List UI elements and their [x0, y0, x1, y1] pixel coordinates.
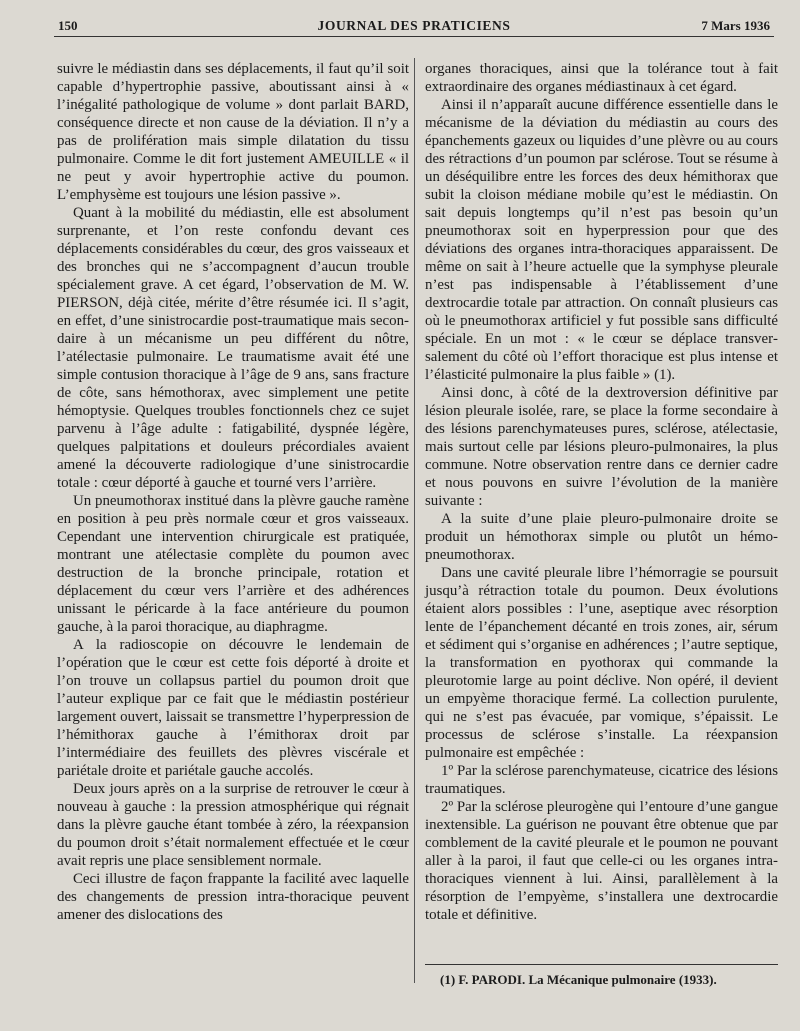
- journal-title: JOURNAL DES PRATICIENS: [317, 18, 511, 33]
- paragraph: A la suite d’une plaie pleuro-pulmonaire droite se produit un hémothorax simple ou plutôt un hémo-pneumothorax.: [425, 511, 778, 563]
- paragraph: Un pneumothorax institué dans la plèvre gauche ramène en position à peu près normale cœur et gros vaisseaux. Cependant une intervention chirurgicale est pratiquée, montrant une atélectasie complète du poumon avec destruction de la bronche principale, rotation et déplacement du cœur vers l’arrière et des adhérences unissant le péricarde à la face antérieure du poumon gauche, à la paroi thoracique, au diaphragme.: [57, 493, 409, 635]
- issue-date: 7 Mars 1936: [701, 18, 770, 33]
- page-header: [58, 14, 770, 38]
- paragraph: Ceci illustre de façon frappante la facilité avec laquelle des changements de pression intra-thoracique peuvent amener des dislocations des: [57, 871, 409, 923]
- paragraph: A la radioscopie on découvre le lendemain de l’opération que le cœur est cette fois déporté à droite et l’on trouve un collapsus partiel du poumon droit que l’auteur explique par ce fait que le médiastin postérieur largement ouvert, laissait se transmettre l’hyperpression de l’hémithorax gauche à l’émithorax droit par l’intermédiaire des feuillets des plèvres viscérale et pariétale droite et pariétale gauche accolés.: [57, 637, 409, 779]
- paragraph: 2º Par la sclérose pleurogène qui l’entoure d’une gangue inextensible. La guérison ne pouvant être obtenue que par comblement de la cavité pleurale et le poumon ne pouvant aller à la paroi, il faut que celle-ci ou les organes intra-thoraciques viennent à lui. Ainsi, parallèlement à la résorption de l’empyème, s’installera une dextrocardie totale et définitive.: [425, 799, 778, 923]
- page-number: 150: [58, 18, 78, 33]
- column-separator: [414, 58, 415, 983]
- paragraph: Dans une cavité pleurale libre l’hémorragie se poursuit jusqu’à rétraction totale du poumon. Deux évolutions étaient alors possibles : l’une, aseptique avec résorption lente de l’épanchement décanté en trois zones, air, sérum et sédiment qui s’organise en adhérences ; l’autre septique, la transformation en pyothorax qui commande la pleurotomie large au point déclive. Non opéré, il devient un empyème thoracique fermé. La collection purulente, qui ne s’est pas évacuée, par vomique, s’épaissit. Le processus de sclérose s’installe. La réexpansion pulmonaire est empêchée :: [425, 565, 778, 761]
- left-column: [57, 60, 409, 924]
- footnote-rule: [425, 964, 778, 965]
- paragraph: organes thoraciques, ainsi que la tolérance tout à fait extraordinaire des organes médiastinaux à cet égard.: [425, 61, 778, 95]
- paragraph: Ainsi donc, à côté de la dextroversion définitive par lésion pleurale isolée, rare, se place la forme secondaire à des lésions parenchymateuses pures, sclérose, atélectasie, mais surtout celle par lésions pleuro-pulmonaires, la plus commune. Notre observation rentre dans ce dernier cadre et nous pouvons en suivre l’évolution de la manière suivante :: [425, 385, 778, 509]
- paragraph: 1º Par la sclérose parenchymateuse, cicatrice des lésions traumatiques.: [425, 763, 778, 797]
- paragraph: suivre le médiastin dans ses déplacements, il faut qu’il soit capable d’hypertrophie passive, aboutissant ainsi à « l’inégalité pathologique de volume » dont parlait BARD, conséquence directe et non cause de la déviation. Il n’y a pas de prolifération mais simple dilatation du tissu pulmonaire. Comme le dit fort justement AMEUILLE « il ne peut y avoir hypertrophie active du poumon. L’emphysème est toujours une lésion passive ».: [57, 61, 409, 203]
- paragraph: Quant à la mobilité du médiastin, elle est absolument surprenante, et l’on reste confondu devant ces déplacements considérables du cœur, des gros vaisseaux et des bronches qui ne s’accompagnent d’aucun trouble spécialement grave. A cet égard, l’observation de M. W. PIERSON, déjà citée, mérite d’être résumée ici. Il s’agit, en effet, d’une sinistrocardie post-traumatique mais secondaire à un mécanisme un peu différent du nôtre, l’atélectasie pulmonaire. Le traumatisme avait été une simple contusion thoracique à l’âge de 9 ans, sans fracture de côte, sans hémothorax, avec simplement une petite hémoptysie. Quelques troubles fonctionnels chez ce sujet parvenu à l’âge adulte : fatigabilité, dyspnée légère, quelques palpitations et douleurs précordiales avaient amené la découverte radiologique d’une sinistrocardie totale : cœur déporté à gauche et tourné vers l’arrière.: [57, 205, 409, 491]
- right-column: [425, 60, 778, 924]
- paragraph: Ainsi il n’apparaît aucune différence essentielle dans le mécanisme de la déviation du médiastin au cours des épanchements gazeux ou liquides d’une plèvre ou au cours des rétractions d’un poumon par sclérose. Tout se résume à un déséquilibre entre les forces des deux hémithorax que subit la cloison médiane mobile qu’est le médiastin. On sait depuis longtemps qu’il n’est pas besoin qu’un pneumothorax soit en hyperpression pour que des déviations des organes intra-thoraciques apparaissent. De même on sait à l’heure actuelle que la symphyse pleurale n’est pas indispensable à l’établissement d’une dextrocardie totale par attraction. On connaît plusieurs cas où le pneumothorax artificiel y fut possible sans difficulté spéciale. En un mot : « le cœur se déplace transversalement du côté où l’effort thoracique est plus intense et l’élasticité pulmonaire la plus faible » (1).: [425, 97, 778, 383]
- paragraph: Deux jours après on a la surprise de retrouver le cœur à nouveau à gauche : la pression atmosphérique qui régnait dans la plèvre gauche étant tombée à zéro, la réexpansion du poumon droit s’était normalement effectuée et le cœur avait repris une place sensiblement normale.: [57, 781, 409, 869]
- footnote: (1) F. PARODI. La Mécanique pulmonaire (1933).: [440, 972, 717, 987]
- header-rule: [54, 36, 774, 37]
